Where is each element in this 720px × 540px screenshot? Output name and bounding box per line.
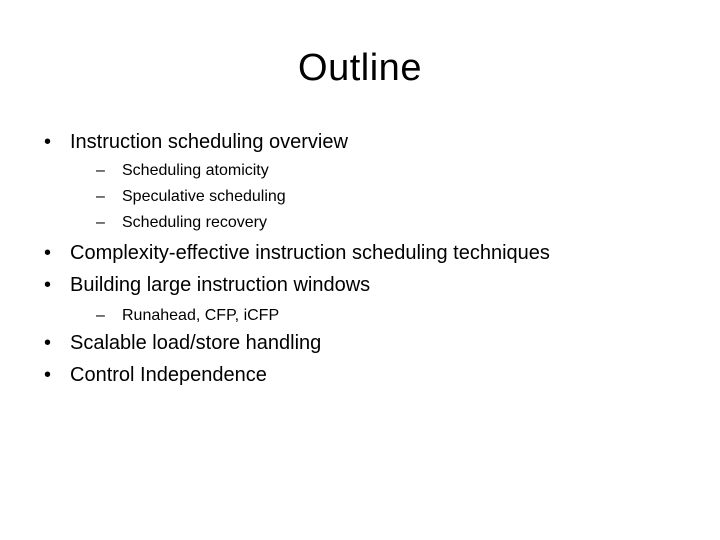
- bullet-item: [44, 272, 370, 298]
- sub-bullet-text: Speculative scheduling: [122, 188, 286, 205]
- bullet-text: Scalable load/store handling: [70, 332, 322, 354]
- sub-bullet-item: [96, 160, 269, 182]
- sub-bullet-marker: –: [96, 162, 105, 179]
- sub-bullet-item: [96, 305, 279, 327]
- bullet-item: [44, 330, 321, 356]
- slide-title: Outline: [298, 47, 422, 89]
- bullet-marker: •: [44, 274, 52, 296]
- sub-bullet-marker: –: [96, 188, 105, 205]
- bullet-marker: •: [44, 131, 52, 153]
- sub-bullet-text: Scheduling atomicity: [122, 162, 269, 179]
- sub-bullet-text: Scheduling recovery: [122, 214, 267, 231]
- sub-bullet-item: [96, 186, 286, 208]
- bullet-text: Complexity-effective instruction scheduling techniques: [70, 242, 550, 264]
- bullet-marker: •: [44, 364, 52, 386]
- bullet-text: Building large instruction windows: [70, 274, 371, 296]
- sub-bullet-marker: –: [96, 214, 105, 231]
- bullet-text: Instruction scheduling overview: [70, 131, 348, 153]
- bullet-item: [44, 362, 267, 388]
- bullet-item: [44, 240, 550, 266]
- sub-bullet-text: Runahead, CFP, iCFP: [122, 307, 280, 324]
- bullet-item: [44, 129, 348, 155]
- sub-bullet-marker: –: [96, 307, 105, 324]
- bullet-marker: •: [44, 242, 52, 264]
- bullet-text: Control Independence: [70, 364, 267, 386]
- sub-bullet-item: [96, 212, 267, 234]
- bullet-marker: •: [44, 332, 52, 354]
